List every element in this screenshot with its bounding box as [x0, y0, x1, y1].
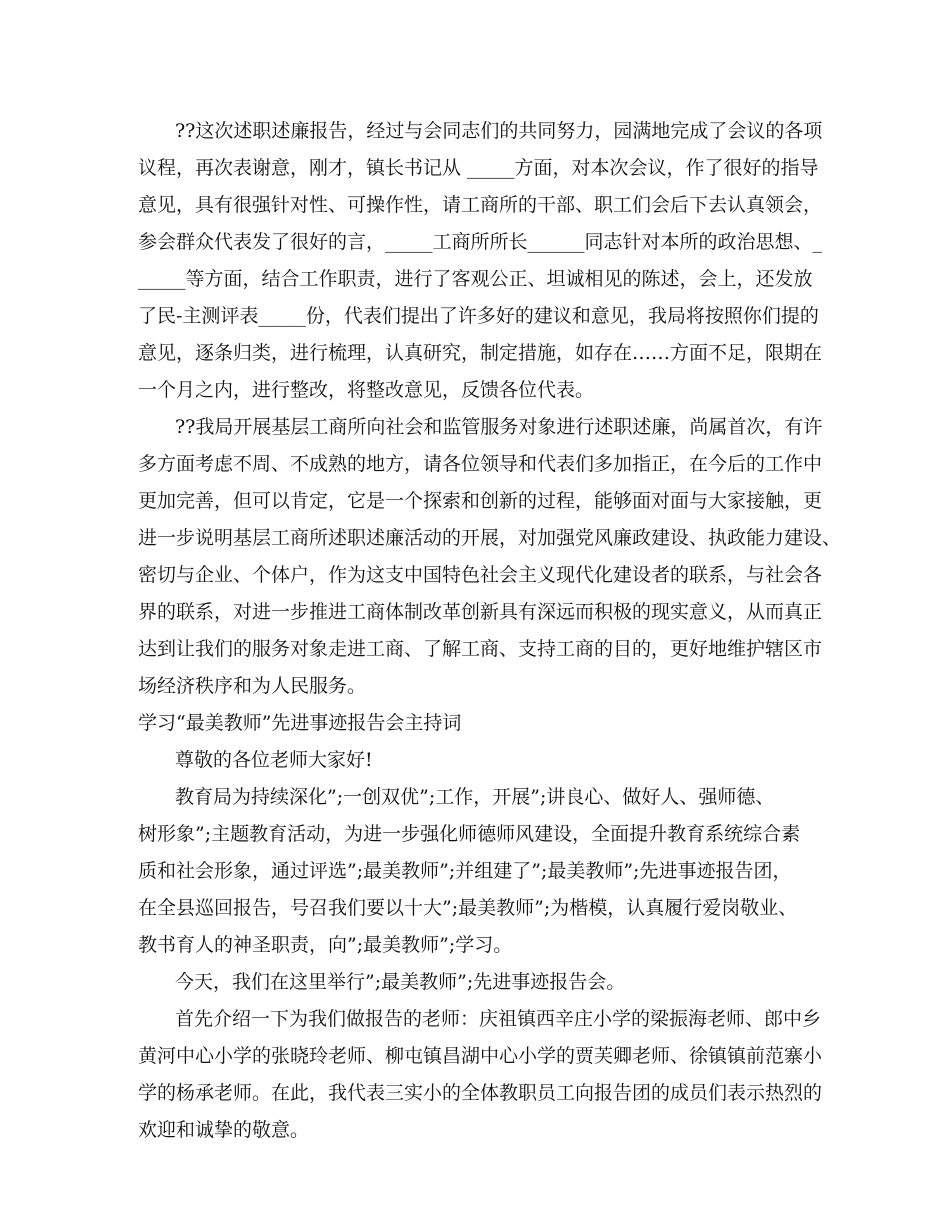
- paragraph-5-line-1: 首先介绍一下为我们做报告的老师：庆祖镇西辛庄小学的梁振海老师、郎中乡: [175, 1008, 822, 1030]
- paragraph-1-line-6: 了民-主测评表_____份，代表们提出了许多好的建议和意见，我局将按照你们提的: [138, 305, 819, 327]
- paragraph-1-line-7: 意见，逐条归类，进行梳理，认真研究，制定措施，如存在……方面不足，限期在: [138, 342, 823, 364]
- paragraph-1-line-8: 一个月之内，进行整改，将整改意见，反馈各位代表。: [138, 379, 595, 401]
- paragraph-3-line-1: 教育局为持续深化”;一创双优”;工作，开展”;讲良心、做好人、强师德、: [175, 786, 775, 808]
- paragraph-2-line-7: 达到让我们的服务对象走进工商、了解工商、支持工商的目的，更好地维护辖区市: [138, 638, 823, 660]
- paragraph-2-line-4: 进一步说明基层工商所述职述廉活动的开展，对加强党风廉政建设、执政能力建设、: [138, 527, 842, 549]
- greeting: 尊敬的各位老师大家好!: [175, 749, 373, 771]
- paragraph-2-line-6: 界的联系，对进一步推进工商体制改革创新具有深远而积极的现实意义，从而真正: [138, 601, 823, 623]
- paragraph-5-line-3: 学的杨承老师。在此，我代表三实小的全体教职员工向报告团的成员们表示热烈的: [138, 1082, 823, 1104]
- paragraph-1-line-2: 议程，再次表谢意，刚才，镇长书记从 _____方面，对本次会议，作了很好的指导: [138, 157, 819, 179]
- paragraph-5-line-4: 欢迎和诚挚的敬意。: [138, 1119, 310, 1141]
- paragraph-5-line-2: 黄河中心小学的张晓玲老师、柳屯镇昌湖中心小学的贾芙卿老师、徐镇镇前范寨小: [138, 1045, 823, 1067]
- paragraph-2-line-3: 更加完善，但可以肯定，它是一个探索和创新的过程，能够面对面与大家接触，更: [138, 490, 823, 512]
- paragraph-2-line-1: ??我局开展基层工商所向社会和监管服务对象进行述职述廉，尚属首次，有许: [175, 416, 823, 438]
- paragraph-2-line-2: 多方面考虑不周、不成熟的地方，请各位领导和代表们多加指正，在今后的工作中: [138, 453, 823, 475]
- paragraph-1-line-1: ??这次述职述廉报告，经过与会同志们的共同努力，园满地完成了会议的各项: [175, 120, 823, 142]
- section-title: 学习“最美教师”先进事迹报告会主持词: [138, 712, 462, 734]
- paragraph-3-line-4: 在全县巡回报告，号召我们要以十大”;最美教师”;为楷模，认真履行爱岗敬业、: [138, 897, 798, 919]
- paragraph-1-line-5: _____等方面，结合工作职责，进行了客观公正、坦诚相见的陈述，会上，还发放: [138, 268, 813, 290]
- paragraph-2-line-5: 密切与企业、个体户，作为这支中国特色社会主义现代化建设者的联系，与社会各: [138, 564, 823, 586]
- paragraph-3-line-5: 教书育人的神圣职责，向”;最美教师”;学习。: [138, 934, 513, 956]
- paragraph-2-line-8: 场经济秩序和为人民服务。: [138, 675, 367, 697]
- paragraph-1-line-4: 参会群众代表发了很好的言，_____工商所所长______同志针对本所的政治思想、_: [138, 231, 823, 253]
- paragraph-3-line-3: 质和社会形象，通过评选”;最美教师”;并组建了”;最美教师”;先进事迹报告团，: [138, 860, 792, 882]
- paragraph-3-line-2: 树形象”;主题教育活动，为进一步强化师德师风建设，全面提升教育系统综合素: [138, 823, 801, 845]
- paragraph-1-line-3: 意见，具有很强针对性、可操作性，请工商所的干部、职工们会后下去认真领会，: [138, 194, 823, 216]
- paragraph-4-line-1: 今天，我们在这里举行”;最美教师”;先进事迹报告会。: [175, 971, 626, 993]
